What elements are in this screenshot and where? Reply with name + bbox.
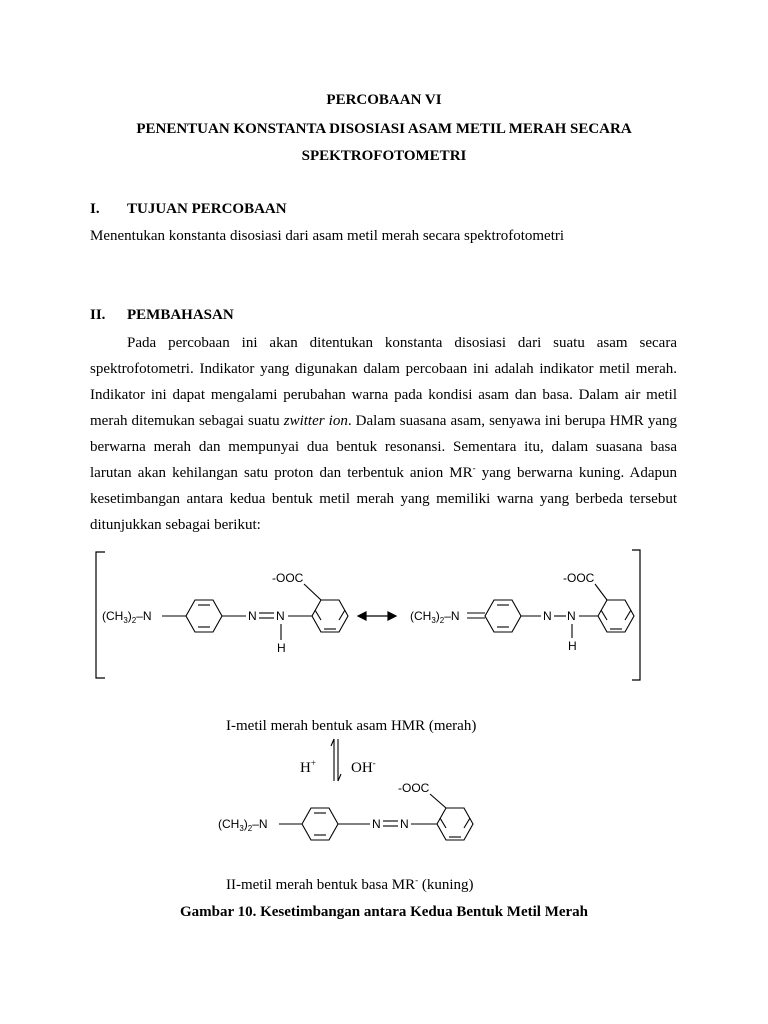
line6-superscript: -: [472, 463, 476, 473]
line6-part-a: larutan akan kehilangan satu proton dan terbentuk anion MR: [90, 465, 473, 481]
section1-number: I.: [90, 201, 100, 217]
nh-hydrogen: H: [277, 641, 286, 655]
h-plus-label: H+: [300, 758, 316, 776]
benzoate-ring: [312, 600, 348, 632]
base-form-caption: II-metil merah bentuk basa MR- (kuning): [226, 875, 474, 893]
benzoate-ring-3: [437, 808, 473, 840]
resonance-structures-figure: [0, 540, 768, 700]
dimethylamino-group-3: $(CH_3)_2-N$: [218, 817, 268, 833]
nh-hydrogen-2: H: [568, 639, 577, 653]
paragraph-line-5: berwarna merah dan mempunyai dua bentuk resonansi. Sementara itu, dalam suasana basa: [90, 439, 677, 455]
carboxylate-group-3: -OOC: [398, 781, 430, 795]
svg-text:N: N: [543, 609, 552, 623]
paragraph-line-6: [90, 465, 677, 482]
paragraph-line-1: Pada percobaan ini akan ditentukan konstanta disosiasi dari suatu asam secara: [127, 335, 677, 351]
paragraph-line-8: ditunjukkan sebagai berikut:: [90, 517, 261, 533]
dimethylimino-group: $(CH_3)_2-N$: [410, 609, 460, 625]
carboxylate-group: -OOC: [272, 571, 304, 585]
benzoate-ring-2: [598, 600, 634, 632]
structure-hmr-quinoid: [410, 571, 634, 653]
section2-number: II.: [90, 307, 106, 323]
zwitter-ion-term: zwitter ion: [283, 413, 348, 429]
experiment-title-line1: PENENTUAN KONSTANTA DISOSIASI ASAM METIL MERAH SECARA: [136, 121, 632, 137]
svg-text:N: N: [372, 817, 381, 831]
base-form-structure: [0, 778, 768, 858]
line4-part-b: . Dalam suasana asam, senyawa ini berupa HMR yang: [347, 413, 678, 429]
section1-heading: TUJUAN PERCOBAAN: [127, 201, 287, 217]
svg-text:N: N: [400, 817, 409, 831]
section2-heading: PEMBAHASAN: [127, 307, 234, 323]
structure-hmr-zwitter: [102, 571, 348, 655]
paragraph-line-2: spektrofotometri. Indikator yang digunakan dalam percobaan ini adalah indikator metil merah.: [90, 361, 677, 377]
paragraph-line-4: [90, 413, 677, 430]
paragraph-line-7: kesetimbangan antara kedua bentuk metil merah yang memiliki warna yang berbeda tersebut: [90, 491, 677, 507]
figure-title: Gambar 10. Kesetimbangan antara Kedua Bentuk Metil Merah: [179, 904, 589, 920]
experiment-number: PERCOBAAN VI: [326, 92, 442, 108]
line6-part-b: yang berwarna kuning. Adapun: [475, 465, 677, 481]
svg-text:N: N: [248, 609, 257, 623]
line4-part-a: merah ditemukan sebagai suatu: [90, 413, 284, 429]
acid-form-caption: I-metil merah bentuk asam HMR (merah): [226, 718, 477, 734]
svg-text:N: N: [567, 609, 576, 623]
oh-minus-label: OH-: [351, 758, 376, 776]
experiment-title-line2: SPEKTROFOTOMETRI: [301, 148, 467, 164]
dimethylamino-group: $(CH_3)_2-N$: [102, 609, 152, 625]
section1-body: Menentukan konstanta disosiasi dari asam metil merah secara spektrofotometri: [90, 228, 565, 244]
svg-text:N: N: [276, 609, 285, 623]
paragraph-line-3: Indikator ini dapat mengalami perubahan warna pada kondisi asam dan basa. Dalam air metil: [90, 387, 677, 403]
resonance-arrow: [358, 612, 396, 620]
carboxylate-group-2: -OOC: [563, 571, 595, 585]
